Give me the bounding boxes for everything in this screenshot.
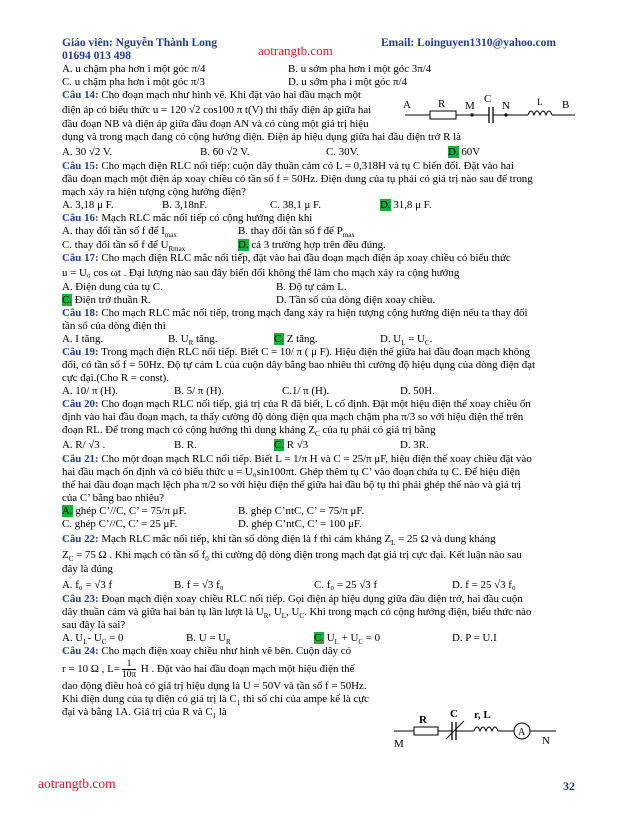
question-text: Cho mạch RLC mắc nối tiếp, trong mạch đang xảy ra hiện tượng cộng hưởng điện nếu ta thay đổi xyxy=(101,306,528,319)
resistor-symbol xyxy=(430,111,456,119)
label-a: A xyxy=(403,99,411,111)
question-text: dụng và trong mạch đang có cộng hưởng điện. Điện áp hiệu dụng giữa hai đầu điện trở R là xyxy=(62,131,461,144)
option: D. ghép C’ntC, C’ = 100 μF. xyxy=(238,518,362,531)
question-text: dây thuần cảm và giữa hai bản tụ lần lượt là U xyxy=(62,605,264,618)
option: Z tăng. xyxy=(284,332,318,345)
option: C. 38,1 μ F. xyxy=(270,199,321,212)
question-text: r = 10 Ω , L= xyxy=(62,662,120,675)
option: Điện trở thuần R. xyxy=(72,293,151,306)
label-n: N xyxy=(542,735,550,747)
question-text: định vào hai đầu đoạn mạch, ta thấy cường độ dòng điện qua mạch chậm pha π/3 so với hiệu điện thế trên xyxy=(62,411,524,424)
label-b: B xyxy=(562,99,570,111)
teacher-name: Giáo viên: Nguyễn Thành Long xyxy=(62,37,218,49)
node-n-dot xyxy=(504,113,507,116)
subscript: L xyxy=(334,637,339,646)
question-text: Khi điện dung của tụ điện có giá trị là C xyxy=(62,692,237,705)
subscript: 0 xyxy=(205,555,209,564)
subscript: C xyxy=(315,430,320,439)
option: A. 3,18 μ F. xyxy=(62,199,114,212)
question-text: , U xyxy=(286,605,300,618)
option: U xyxy=(324,631,335,644)
question-label: Câu 19: xyxy=(62,345,99,358)
subscript: 1 xyxy=(212,712,217,720)
circuit-diagram-q14 xyxy=(402,92,578,132)
question-text: Cho đoạn mạch RLC nối tiếp, giá trị của R đã biết, L cố định. Đặt một hiệu điện thế xoay chiều ổn xyxy=(101,398,531,411)
question-text: Cho một đoạn mạch RLC nối tiếp. Biết L = 1/π H và C = 25/π μF, hiệu điện thế xoay chiều đặt vào xyxy=(101,453,532,466)
coil-symbol xyxy=(474,727,498,731)
inductor-symbol xyxy=(528,111,552,115)
subscript: L xyxy=(401,338,406,347)
option: D. U xyxy=(380,332,402,345)
question-text: H . Đặt vào hai đầu đoạn mạch một hiệu điện thế xyxy=(138,662,355,675)
subscript: L xyxy=(281,611,287,620)
question-text: tần số của dòng điện thì xyxy=(62,319,166,332)
answer-highlight: C. xyxy=(274,332,284,345)
subscript: Rmax xyxy=(168,244,186,253)
question-text: đầu đoạn mạch một điện áp xoay chiều có tần số f = 50Hz. Điện dung của tụ phải có giá trị nào sau để trong xyxy=(62,173,533,186)
label-n: N xyxy=(502,100,510,112)
question-text: Z xyxy=(62,549,69,562)
site-watermark-top: aotrangtb.com xyxy=(258,43,333,58)
question-text: mạch xảy ra hiện tượng cộng hưởng điện? xyxy=(62,186,246,199)
option: C. u chậm pha hơn i một góc π/3 xyxy=(62,76,205,89)
question-text: của C’ bằng bao nhiêu? xyxy=(62,492,165,505)
question-label: Câu 17: xyxy=(62,251,99,264)
option: A. R/ √3 . xyxy=(62,439,106,452)
question-label: Câu 14: xyxy=(62,89,99,102)
label-r: R xyxy=(419,714,427,726)
option: cả 3 trường hợp trên đều đúng. xyxy=(248,238,386,251)
question-label: Câu 22: xyxy=(62,533,99,546)
option: B. U = U xyxy=(186,631,227,644)
option: C. 30V. xyxy=(326,146,359,159)
question-text: đổi, có tần số f = 50Hz. Độ tự cảm L của cuộn dây bằng bao nhiêu thì cường độ hiệu dụng của dòng điện đạt xyxy=(62,358,536,371)
teacher-phone: 01694 013 498 xyxy=(62,50,131,62)
question-text: sau đây là sai? xyxy=(62,618,126,631)
subscript: L xyxy=(391,539,396,548)
option-text: = 0 xyxy=(106,631,124,644)
label-r-l: r, L xyxy=(474,709,491,721)
question-text: Cho mạch điện RLC nối tiếp: cuộn dây thuần cảm có L = 0,318H và tụ C biến đổi. Đặt vào hai xyxy=(101,160,514,173)
option: D. u sớm pha i một góc π/4 xyxy=(288,76,407,89)
page-number: 32 xyxy=(563,779,575,793)
option: ghép C’//C, C’ = 75/π μF. xyxy=(72,505,187,518)
site-watermark-bottom: aotrangtb.com xyxy=(38,776,116,791)
subscript: C xyxy=(358,637,363,646)
answer-highlight: D. xyxy=(448,146,459,159)
resistor-symbol xyxy=(414,727,438,735)
option: A. f₀ = √3 f xyxy=(62,578,113,591)
subscript: R xyxy=(226,637,231,646)
label-c: C xyxy=(484,93,492,105)
document-body xyxy=(62,63,578,719)
option: C.1/ π (H). xyxy=(282,384,330,397)
question-label: Câu 15: xyxy=(62,160,99,173)
label-m: M xyxy=(465,100,475,112)
subscript: C xyxy=(68,555,74,564)
question-text: Cho mạch điện xoay chiều như hình vẽ bên. Cuộn dây có xyxy=(101,644,352,657)
option: B. Độ tự cảm L. xyxy=(276,280,347,293)
answer-highlight: D. xyxy=(380,199,391,212)
question-text: điện áp có biểu thức u = 120 √2 cos100 π t(V) thì thấy điện áp giữa hai xyxy=(62,104,372,117)
subscript: max xyxy=(342,231,355,240)
option: D. 3R. xyxy=(400,439,429,452)
subscript: 1 xyxy=(236,698,241,707)
circuit-diagram-q24 xyxy=(392,705,560,749)
option: B. R. xyxy=(174,439,197,452)
option-text: tăng. xyxy=(193,332,218,345)
variable-arrow xyxy=(446,721,464,739)
question-text: Mạch RLC mắc nối tiếp, khi tần số dòng điện là f thì cảm kháng Z xyxy=(101,533,392,546)
label-ammeter: A xyxy=(518,727,526,738)
option: R √3 xyxy=(284,439,309,452)
subscript: R xyxy=(263,611,269,620)
question-text: Cho đoạn mạch như hình vẽ. Khi đặt vào hai đầu mạch một xyxy=(101,89,362,102)
question-text: Mạch RLC mắc nối tiếp có cộng hưởng điện khi xyxy=(101,212,313,225)
question-text: đoạn RL. Để trong mạch có cộng hưởng thì dung kháng Z xyxy=(62,424,316,437)
option: 60V xyxy=(458,146,481,159)
fraction xyxy=(122,659,136,680)
option: A. u chậm pha hơn i một góc π/4 xyxy=(62,63,206,75)
option: B. ghép C’ntC, C’ = 75/π μF. xyxy=(238,505,365,518)
option-text: - U xyxy=(87,631,102,644)
answer-highlight: C. xyxy=(314,631,324,644)
subscript: R xyxy=(188,338,194,347)
question-text: thì số chỉ của ampe kế là cực xyxy=(240,692,370,705)
fraction-denominator: 10π xyxy=(121,669,137,680)
question-text: đây là đúng xyxy=(62,563,113,576)
option: C. ghép C’//C, C’ = 25 μF. xyxy=(62,518,178,531)
option: 31,8 μ F. xyxy=(390,199,432,212)
subscript: C xyxy=(424,338,430,347)
label-l: L xyxy=(537,97,543,107)
option: C. thay đổi tần số f để U xyxy=(62,238,169,251)
subscript: C xyxy=(101,637,107,646)
option: D. f = 25 √3 f₀ xyxy=(452,578,516,591)
question-label: Câu 16: xyxy=(62,212,99,225)
question-text: Trong mạch điện RLC nối tiếp. Biết C = 10/ π ( μ F). Hiệu điện thế giữa hai đầu đoạn mạch không xyxy=(101,345,531,358)
question-label: Câu 23: xyxy=(62,592,99,605)
option-text: = 0 xyxy=(363,631,381,644)
label-m: M xyxy=(394,738,404,749)
option: B. thay đổi tần số f để P xyxy=(238,225,343,238)
question-text: thế hai đầu đoạn mạch lệch pha π/2 so với hiệu điện thế giữa hai đầu bộ tụ thì phải ghép thế nào và giá trị xyxy=(62,479,522,492)
question-text: = 25 Ω và dung kháng xyxy=(395,533,496,546)
answer-highlight: A. xyxy=(62,505,73,518)
question-text: . Khi trong mạch có cộng hưởng điện, biểu thức nào xyxy=(304,605,532,618)
option-text: . xyxy=(429,332,433,345)
teacher-email: Email: Loinguyen1310@yahoo.com xyxy=(381,37,556,49)
node-m-dot xyxy=(470,113,473,116)
subscript: max xyxy=(164,231,177,240)
option: A. Điện dung của tụ C. xyxy=(62,280,163,293)
option: B. 5/ π (H). xyxy=(174,384,224,397)
option: B. U xyxy=(168,332,189,345)
question-label: Câu 21: xyxy=(62,453,99,466)
question-text: đại và bằng 1A. Giá trị của R và C xyxy=(62,705,213,718)
option: B. f = √3 f₀ xyxy=(174,578,224,591)
option: A. 30 √2 V. xyxy=(62,146,113,159)
option: B. u sớm pha hơn i một góc 3π/4 xyxy=(288,63,432,75)
question-text: là xyxy=(216,705,227,718)
answer-highlight: C. xyxy=(274,439,284,452)
option: C. f₀ = 25 √3 f xyxy=(314,578,378,591)
option: A. I tăng. xyxy=(62,332,104,345)
option: A. U xyxy=(62,631,84,644)
subscript: L xyxy=(83,637,88,646)
question-text: , U xyxy=(268,605,282,618)
fraction-numerator: 1 xyxy=(122,659,136,670)
question-text: dao động điều hoà có giá trị hiệu dụng là U = 50V và tần số f = 50Hz. xyxy=(62,679,367,692)
question-label: Câu 20: xyxy=(62,398,99,411)
question-label: Câu 24: xyxy=(62,644,99,657)
question-text: thì cường độ dòng điện trong mạch đạt giá trị cực đại. Kết luận nào sau xyxy=(208,549,522,562)
question-text: Đoạn mạch điện xoay chiều RLC nối tiếp. Gọi điện áp hiệu dụng giữa đầu điện trở, hai đầu cuộn xyxy=(101,592,523,605)
option: B. 3,18nF. xyxy=(162,199,208,212)
option: A. 10/ π (H). xyxy=(62,384,119,397)
option-text: = U xyxy=(405,332,425,345)
subscript: C xyxy=(299,611,304,620)
question-text: = 75 Ω . Khi mạch có tần số f xyxy=(73,549,206,562)
question-text: u = U₀ cos ωt . Đại lượng nào sau đây biến đổi không thể làm cho mạch xảy ra cộng hưởng xyxy=(62,266,460,279)
question-text: cực đại.(Cho R = const). xyxy=(62,371,170,384)
option: A. thay đổi tần số f để I xyxy=(62,225,165,238)
question-text: Cho mạch điện RLC mắc nối tiếp, đặt vào hai đầu đoạn mạch điện áp xoay chiều có biểu thức xyxy=(101,251,511,264)
question-label: Câu 18: xyxy=(62,306,99,319)
option: D. 50H. xyxy=(400,384,435,397)
answer-highlight: D. xyxy=(238,238,249,251)
option: D. Tần số của dòng điện xoay chiều. xyxy=(276,293,436,306)
option: D. P = U.I xyxy=(452,631,497,644)
label-c: C xyxy=(450,708,458,720)
option: B. 60 √2 V. xyxy=(200,146,250,159)
option-text: + U xyxy=(338,631,359,644)
question-text: hai đầu mạch ổn định và có biểu thức u = U₀sin100πt. Ghép thêm tụ C’ vào đoạn chứa tụ C. Để hiệu điện xyxy=(62,466,521,479)
answer-highlight: C. xyxy=(62,293,72,306)
question-text: đầu đoạn NB và điện áp giữa đầu đoạn AN và có cùng một giá trị hiệu xyxy=(62,118,369,131)
question-text: của tụ phải có giá trị bằng xyxy=(319,424,436,437)
label-r: R xyxy=(438,98,446,110)
